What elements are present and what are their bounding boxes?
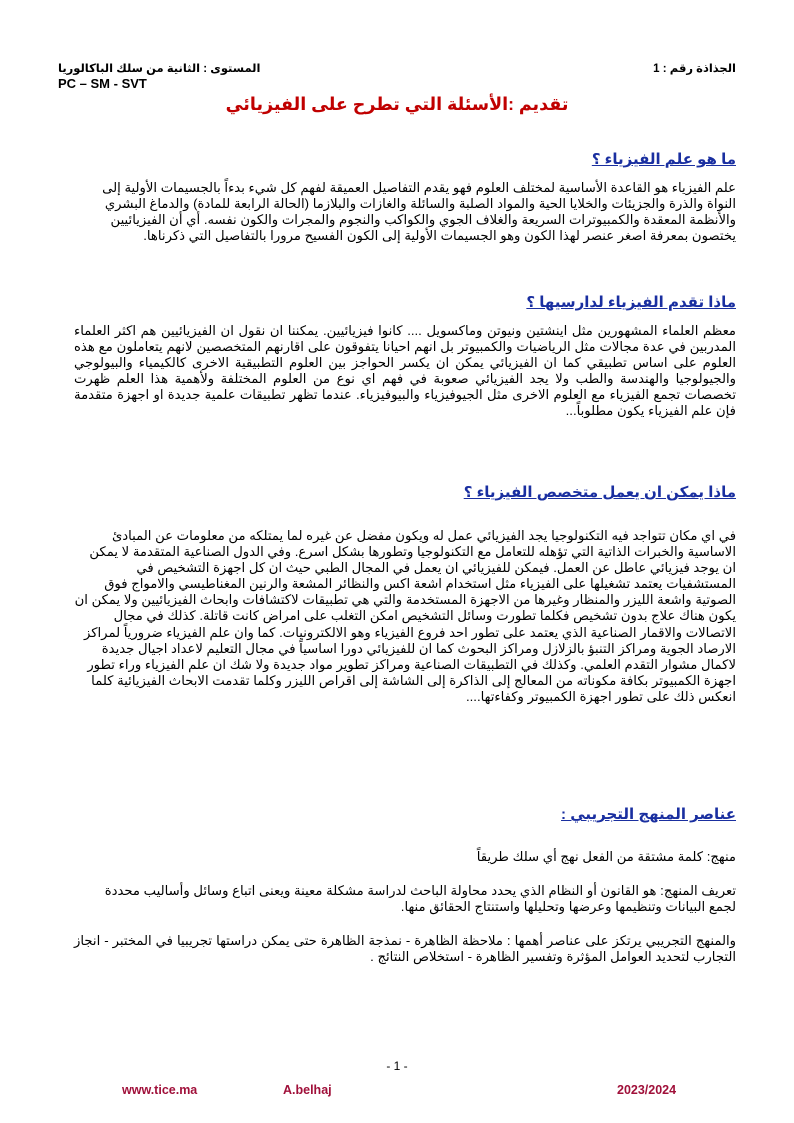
section-heading-what-is-physics: ما هو علم الفيزياء ؟ <box>591 151 736 168</box>
section-heading-physicist-careers: ماذا يمكن ان يعمل متخصص الفيزياء ؟ <box>463 484 736 501</box>
footer-author: A.belhaj <box>283 1083 332 1097</box>
section-paragraph-physicist-careers: في اي مكان تتواجد فيه التكنولوجيا يجد الفيزيائي عمل له ويكون مفضل عن غيره لما يمتلكه من معلومات عن المبادئ الاساسية والخبرات الذاتية التي تؤهله للتعامل مع التكنولوجيا وتطورها بشكل اسرع. وفي الدول الصناعية المتقدمة لا يمكن ان يوجد فيزيائي عاطل عن العمل. فيمكن للفيزيائي ان يعمل في المجال الطبي حيث ان كل اجهزة التشخيص في المستشفيات يعتمد تشغيلها على الفيزياء مثل استخدام اشعة اكس والنظائر المشعة والرنين المغناطيسي والامواج فوق الصوتية واشعة الليزر والمنظار وغيرها من الاجهزة المستخدمة والتي هي تطبيقات لاكتشافات وابحاث الفيزيائيين ولا يمكن ان يكون هناك علاج بدون تشخيص فكلما تطورت وسائل التشخيص امكن التغلب على امراض كانت قاتلة. كذلك في مجال الاتصالات والاقمار الصناعية الذي يعتمد على تطور احد فروع الفيزياء وهو الالكترونيات. كما وان علم الفيزياء ضرورياً لمراكز الارصاد الجوية ومراكز التنبؤ بالزلازل ومراكز البحوث كما ان للفيزيائي دورا اساسياً في مجال التعليم لاعداد اجيال جديدة لاكمال مشوار التقدم العلمي. وكذلك في التطبيقات الصناعية ومراكز تطوير مواد جديدة ولا شك ان علم الفيزياء وراء تطور اجهزة الكمبيوتر بكافة مكوناته من المعالج إلى الذاكرة إلى الشاشة إلى اقراص الليزر وكلما تقدمت الابحاث الفيزيائية كلما انعكس ذلك على تطور اجهزة الكمبيوتر وكفاءتها.... <box>74 528 736 704</box>
method-definition-line: منهج: كلمة مشتقة من الفعل نهج أي سلك طريقاً <box>476 849 736 864</box>
experimental-method-paragraph: والمنهج التجريبي يرتكز على عناصر أهمها : ملاحظة الظاهرة - نمذجة الظاهرة حتى يمكن دراستها تجريبيا في المختبر - انجاز التجارب لتحديد العوامل المؤثرة وتفسير الظاهرة - استخلاص النتائج . <box>74 933 736 965</box>
footer-website: www.tice.ma <box>122 1083 198 1097</box>
section-paragraph-what-is-physics: علم الفيزياء هو القاعدة الأساسية لمختلف العلوم فهو يقدم التفاصيل العميقة لفهم كل شيء بدءاً بالجسيمات الأولية إلى النواة والذرة والجزيئات والخلايا الحية والمواد الصلبة والسائلة والغازات والبلازما (الحالة الرابعة للمادة) والدماغ البشري والأنظمة المعقدة والكمبيوترات السريعة والغلاف الجوي والكواكب والنجوم والمجرات والكون نفسه. أي أن الفيزيائيين يختصون بمعرفة اصغر عنصر لهذا الكون وهو الجسيمات الأولية إلى الكون الفسيح مرورا بالتفاصيل التي ذكرناها. <box>102 180 736 244</box>
streams-label: PC – SM - SVT <box>58 76 147 91</box>
method-definition-paragraph: تعريف المنهج: هو القانون أو النظام الذي يحدد محاولة الباحث لدراسة مشكلة معينة ويعنى اتباع وسائل وأساليب محددة لجمع البيانات وتنظيمها وعرضها وتحليلها واستنتاج الحقائق منها. <box>104 883 736 915</box>
exam-number: الجذاذة رقم : 1 <box>653 63 736 75</box>
section-paragraph-what-physics-offers: معظم العلماء المشهورين مثل اينشتين ونيوتن وماكسويل .... كانوا فيزيائيين. يمكننا ان نقول ان الفيزيائيين هم اكثر العلماء المدربين في عدة مجالات مثل الرياضيات والكمبيوتر بل انهم احيانا يتفوقون على اقارنهم المتخصصين لانهم يتعاملون مع هذه العلوم على اساس تطبيقي كما ان الفيزيائي يمكن ان يكسر الحواجز بين العلوم التطبيقية الاخرى كالكيمياء والبيولوجي والجيولوجيا والهندسة والطب ولا يجد الفيزيائي صعوبة في فهم اي نوع من العلوم المختلفة ولأهمية هذا العلم ظهرت تخصصات تجمع الفيزياء مع العلوم الاخرى مثل الجيوفيزياء والبيوفيزياء. عندما تظهر تطبيقات علمية جديدة او اجهزة متقدمة فإن علم الفيزياء يكون مطلوباً... <box>74 323 736 419</box>
section-heading-what-physics-offers: ماذا تقدم الفيزياء لدارسيها ؟ <box>526 294 736 311</box>
section-heading-experimental-method: عناصر المنهج التجريبي : <box>561 806 736 823</box>
page-number: - 1 - <box>386 1059 408 1073</box>
footer-year: 2023/2024 <box>617 1083 677 1097</box>
level-label: المستوى : الثانية من سلك الباكالوريا <box>58 63 261 75</box>
page-title: تقديم :الأسئلة التي تطرح على الفيزيائي <box>225 94 569 114</box>
